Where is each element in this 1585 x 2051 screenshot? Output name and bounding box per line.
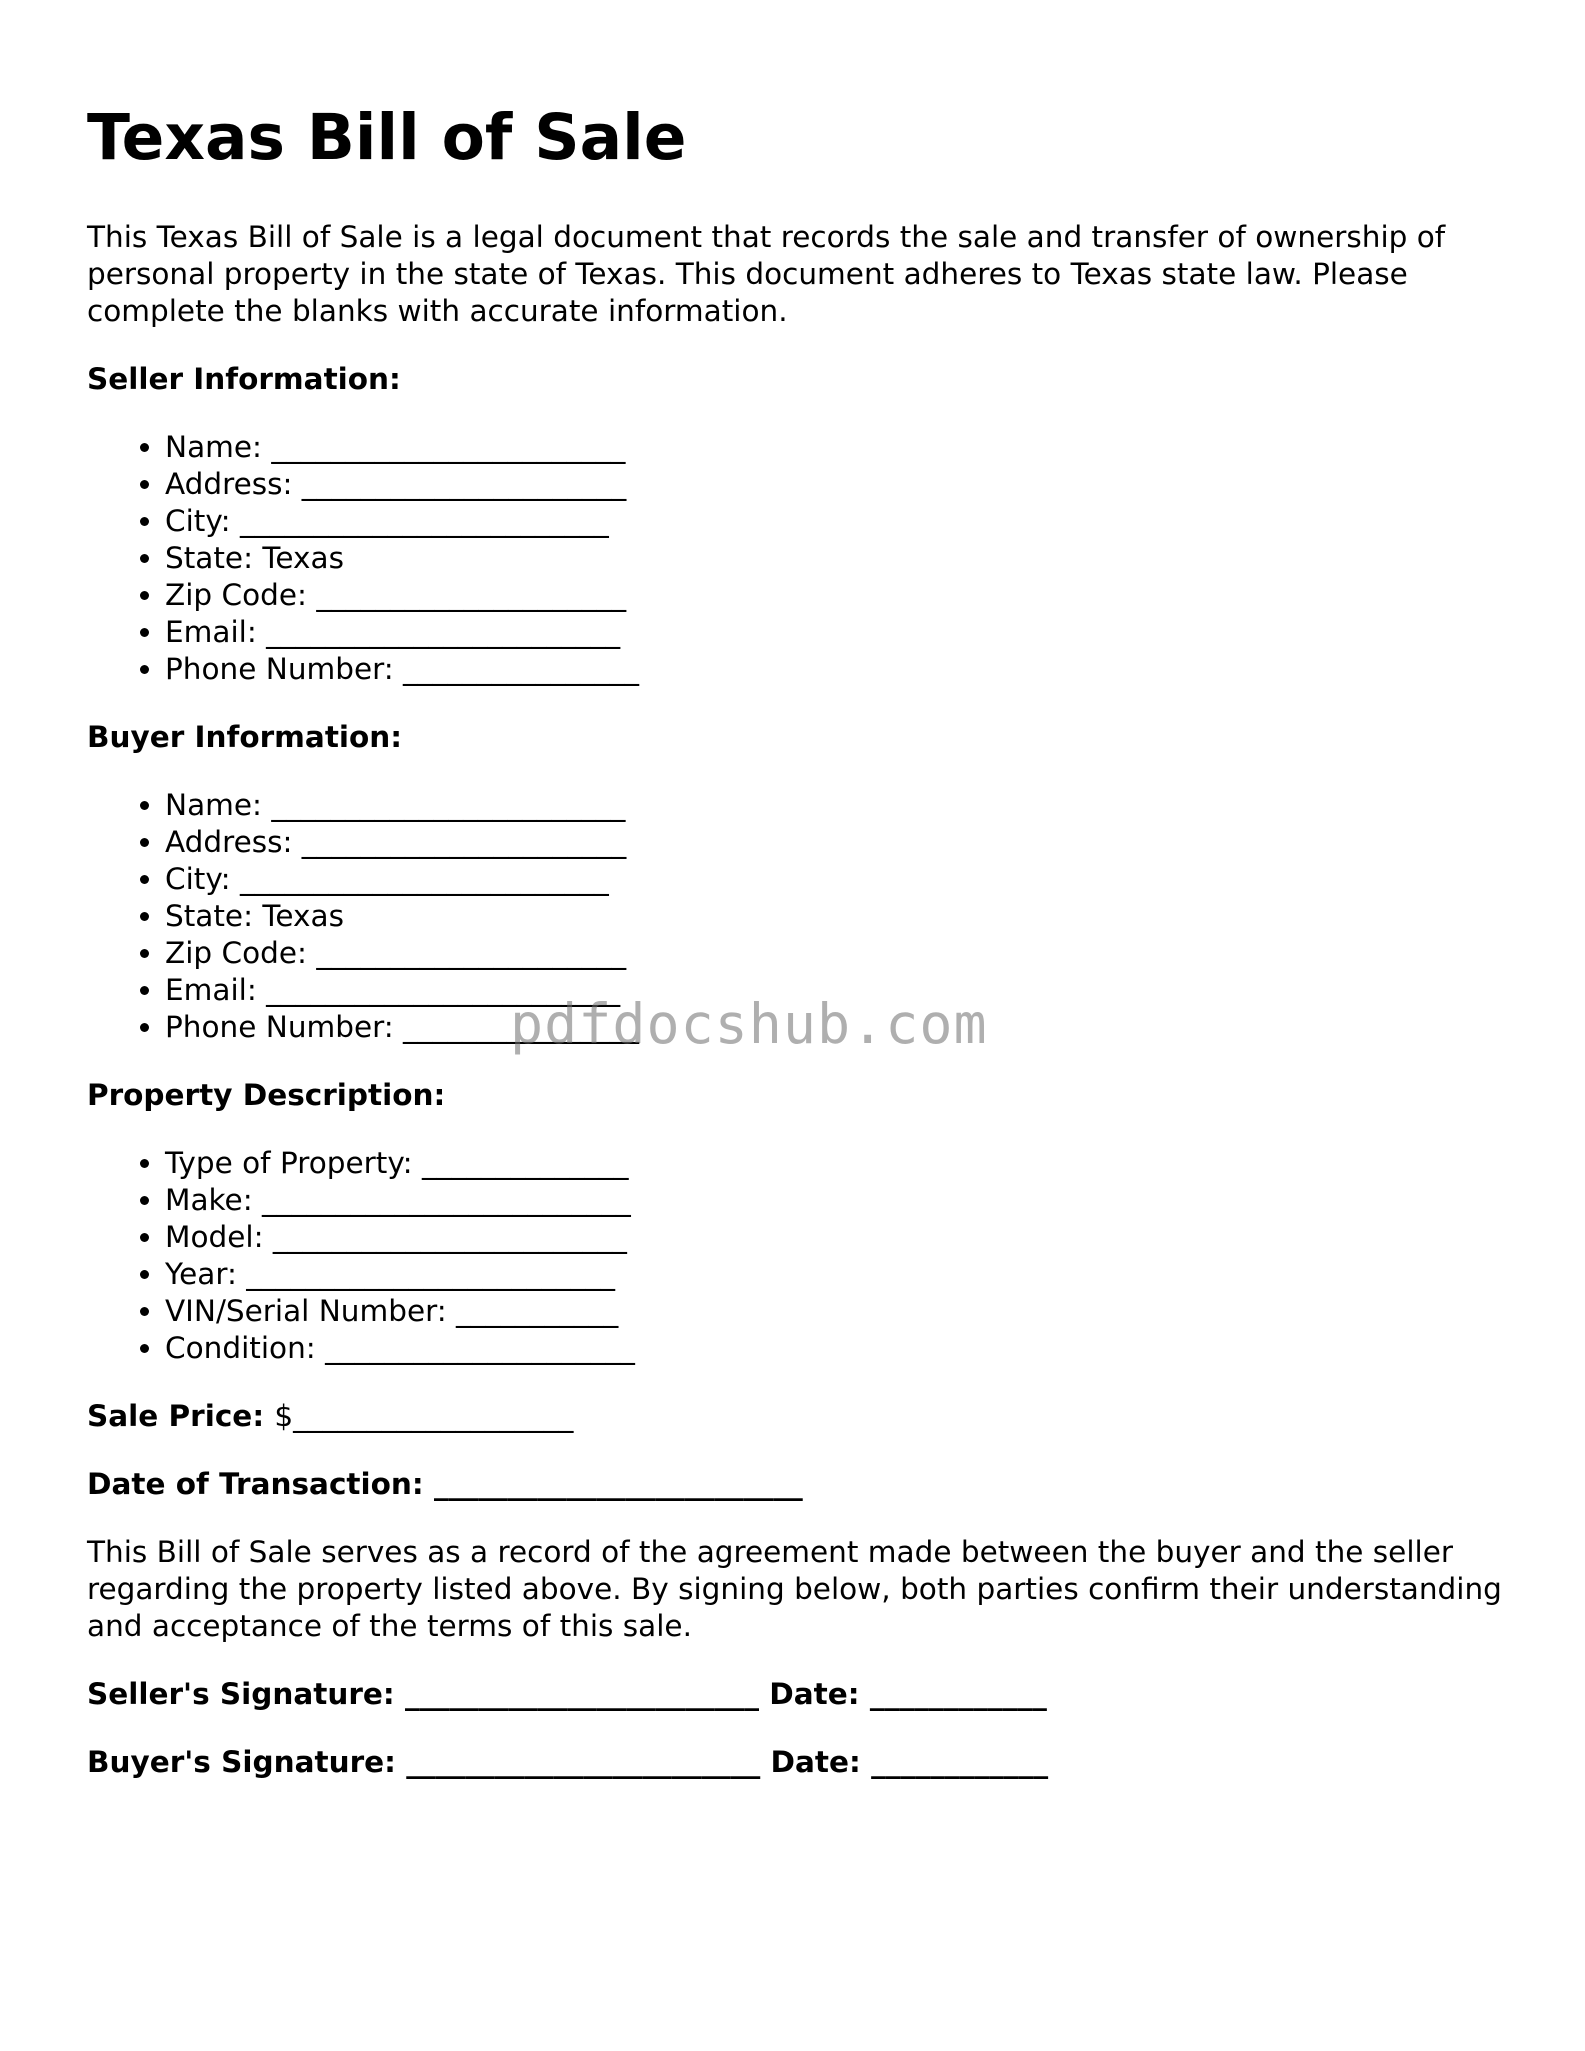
seller-zip-item: • Zip Code: _____________________	[165, 577, 1507, 614]
transaction-date-line	[87, 1466, 1507, 1503]
seller-signature-line: Seller's Signature: ________________________ Date: ____________	[87, 1676, 1047, 1711]
page-title: Texas Bill of Sale	[87, 101, 687, 174]
property-condition-item: • Condition: _____________________	[165, 1330, 1507, 1367]
property-heading: Property Description:	[87, 1077, 446, 1112]
intro-paragraph: This Texas Bill of Sale is a legal document that records the sale and transfer of ownership of personal property in the state of Texas. This document adheres to Texas state law. Please complete the blanks with accurate information.	[87, 219, 1446, 328]
seller-email-item: • Email: ________________________	[165, 614, 1507, 651]
buyer-signature-line: Buyer's Signature: ________________________ Date: ____________	[87, 1744, 1049, 1779]
property-list	[87, 1145, 1507, 1367]
seller-state-item: • State: Texas	[165, 540, 1507, 577]
property-type-item: • Type of Property: ______________	[165, 1145, 1507, 1182]
document-page	[87, 100, 1507, 1812]
property-year-item: • Year: _________________________	[165, 1256, 1507, 1293]
buyer-heading: Buyer Information:	[87, 719, 403, 754]
transaction-date-label: Date of Transaction:	[87, 1466, 424, 1501]
seller-heading: Seller Information:	[87, 361, 401, 396]
sale-price-label: Sale Price:	[87, 1398, 265, 1433]
seller-list	[87, 429, 1507, 688]
buyer-email-item: • Email: ________________________	[165, 972, 1507, 1009]
buyer-address-item: • Address: ______________________	[165, 824, 1507, 861]
seller-name-item: • Name: ________________________	[165, 429, 1507, 466]
buyer-state-item: • State: Texas	[165, 898, 1507, 935]
buyer-phone-item: • Phone Number: ________________	[165, 1009, 1507, 1046]
transaction-date-value: _________________________	[434, 1466, 803, 1501]
property-vin-item: • VIN/Serial Number: ___________	[165, 1293, 1507, 1330]
seller-city-item: • City: _________________________	[165, 503, 1507, 540]
sale-price-line	[87, 1398, 1507, 1435]
property-make-item: • Make: _________________________	[165, 1182, 1507, 1219]
sale-price-value: $___________________	[274, 1398, 574, 1433]
seller-phone-item: • Phone Number: ________________	[165, 651, 1507, 688]
buyer-name-item: • Name: ________________________	[165, 787, 1507, 824]
seller-address-item: • Address: ______________________	[165, 466, 1507, 503]
buyer-city-item: • City: _________________________	[165, 861, 1507, 898]
property-model-item: • Model: ________________________	[165, 1219, 1507, 1256]
closing-paragraph: This Bill of Sale serves as a record of the agreement made between the buyer and the seller regarding the property listed above. By signing below, both parties confirm their understanding and acceptance of the terms of this sale.	[87, 1534, 1502, 1643]
buyer-zip-item: • Zip Code: _____________________	[165, 935, 1507, 972]
watermark: pdfdocshub.com	[510, 992, 988, 1056]
